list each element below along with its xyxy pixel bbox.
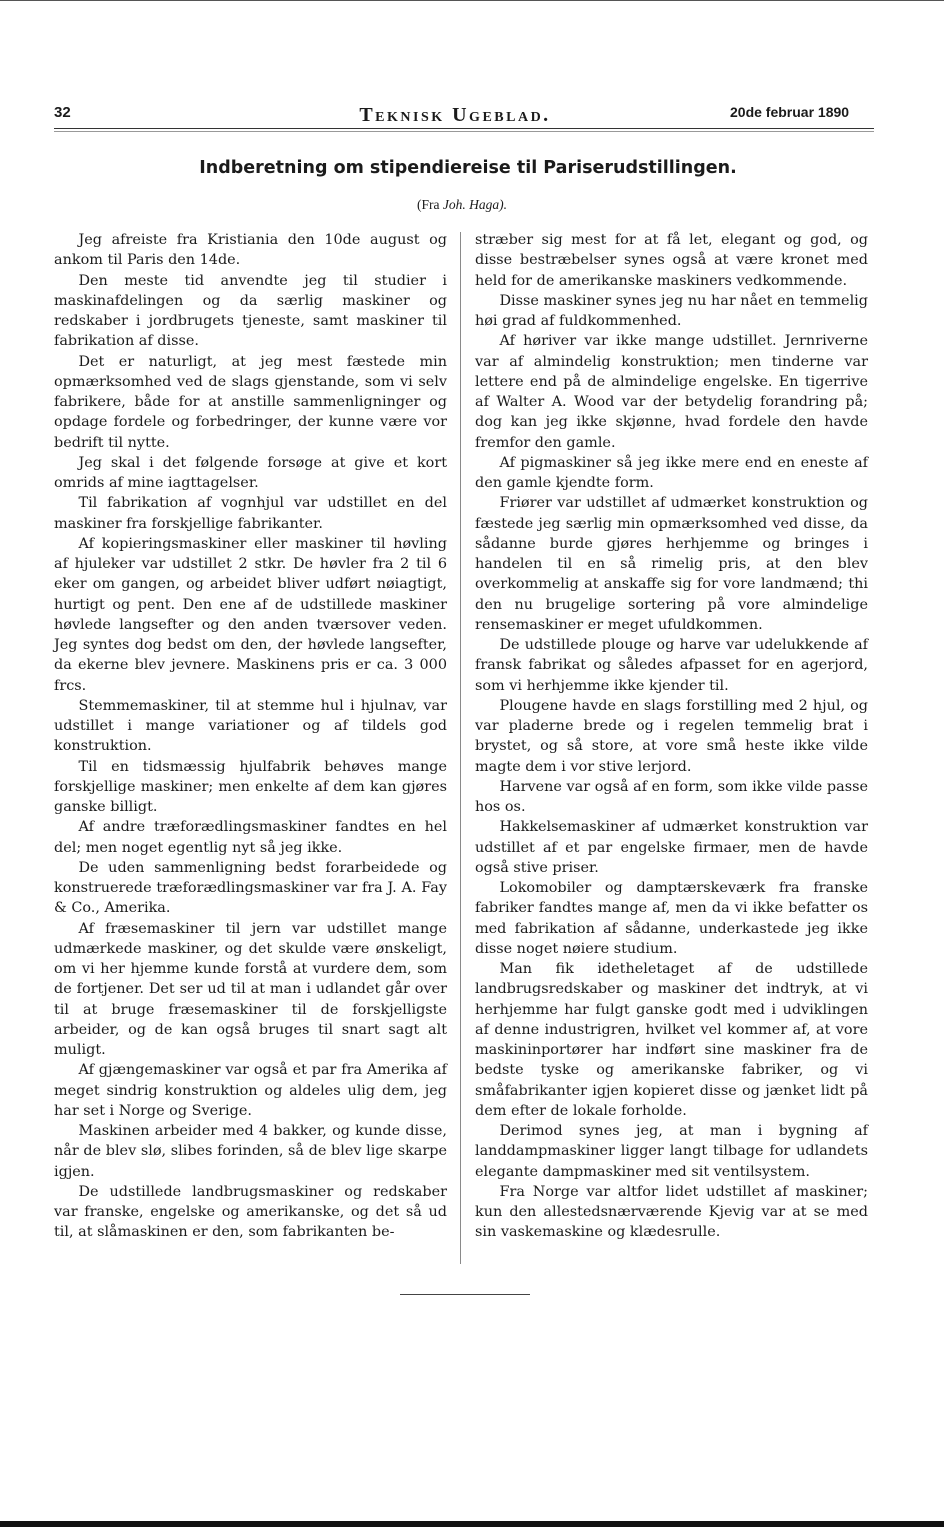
paragraph: Man fik idetheletaget af de udstillede landbrugsredskaber og maskiner det indtryk, at vi herhjemme har fulgt ganske godt med i udviklingen af denne industrigren, hvilket vel kommer af, at vore maskininportører har indført sine maskiner fra de bedste tyske og amerikanske fabriker, og vi småfabrikanter igjen kopieret disse og jænket lidt på dem efter de lokale forholde. [475, 961, 868, 1119]
paragraph: Plougene havde en slags forstilling med 2 hjul, og var pladerne brede og i regelen temmelig brat i brystet, og så store, at vore små heste ikke vilde magte dem i vor stive lerjord. [475, 697, 868, 775]
byline-prefix: (Fra [417, 197, 440, 212]
paragraph: Til en tidsmæssig hjulfabrik behøves mange forskjellige maskiner; men enkelte af dem kan gjøres ganske billigt. [54, 758, 447, 815]
paragraph: Af høriver var ikke mange udstillet. Jernriverne var af almindelig konstruktion; men tinderne var lettere end på de almindelige engelske. En tigerrive af Walter A. Wood var der betydelig forandring på; dog kan jeg ikke skjønne, hvad fordele den havde fremfor den gamle. [475, 333, 868, 451]
byline-author: Joh. Haga). [442, 197, 507, 212]
article-byline [330, 197, 594, 213]
paragraph: De uden sammenligning bedst forarbeidede og konstruerede træforædlingsmaskiner var fra J. A. Fay & Co., Amerika. [54, 859, 447, 917]
paragraph: Af andre træforædlingsmaskiner fandtes en hel del; men noget egentlig nyt så jeg ikke. [54, 819, 447, 856]
paragraph: Stemmemaskiner, til at stemme hul i hjulnav, var udstillet i mange variationer og af tildels god konstruktion. [54, 697, 447, 755]
paragraph: Jeg afreiste fra Kristiania den 10de august og ankom til Paris den 14de. [54, 232, 447, 269]
paragraph: Harvene var også af en form, som ikke vilde passe hos os. [475, 778, 868, 815]
paragraph: Af pigmaskiner så jeg ikke mere end en eneste af den gamle kjendte form. [475, 454, 868, 491]
paragraph: Maskinen arbeider med 4 bakker, og kunde disse, når de blev slø, slibes forinden, så de blev lige skarpe igjen. [54, 1123, 447, 1180]
paragraph: stræber sig mest for at få let, elegant og god, og disse bestræbelser synes også at være kronet med held for de amerikanske maskiners vedkommende. [475, 232, 868, 289]
page-number: 32 [54, 104, 71, 121]
paragraph: Friører var udstillet af udmærket konstruktion og fæstede jeg særlig min opmærksomhed ved disse, da sådanne burde gjøres herhjemme og bringes i handelen til en så rimelig pris, at den blev overkommelig at anskaffe sig for vore landmænd; thi den nu brugelige sortering på vore almindelige rensemaskiner er meget ufuldkommen. [475, 495, 868, 633]
journal-title: Teknisk Ugeblad. [359, 104, 551, 126]
paragraph: Derimod synes jeg, at man i bygning af landdampmaskiner ligger langt tilbage for udlandets elegante dampmaskiner med sit ventilsystem. [475, 1123, 868, 1180]
scan-bottom-edge [0, 1521, 944, 1527]
left-column [54, 230, 447, 1243]
paragraph: Fra Norge var altfor lidet udstillet af maskiner; kun den allestedsnærværende Kjevig var at se med sin vaskemaskine og klædesrulle. [475, 1183, 868, 1241]
paragraph: Til fabrikation af vognhjul var udstillet en del maskiner fra forskjellige fabrikanter. [54, 495, 447, 532]
paragraph: De udstillede landbrugsmaskiner og redskaber var franske, engelske og amerikanske, og det så ud til, at slåmaskinen er den, som fabrikanten be- [54, 1183, 447, 1241]
right-column [475, 230, 868, 1243]
issue-date: 20de februar 1890 [730, 104, 850, 120]
paragraph: Af kopieringsmaskiner eller maskiner til høvling af hjuleker var udstillet 2 stkr. De høvler fra 2 til 6 eker om gangen, og arbeidet bliver udført nøiagtigt, hurtigt og pent. Den ene af de udstillede maskiner høvlede langsefter og den anden tværsover veden. Jeg syntes dog bedst om den, der høvlede langsefter, da ekerne blev jevnere. Maskinens pris er ca. 3 000 frcs. [54, 535, 447, 694]
paragraph: Disse maskiner synes jeg nu har nået en temmelig høi grad af fuldkommenhed. [475, 292, 868, 329]
article-title: Indberetning om stipendiereise til Pariserudstillingen. [199, 158, 737, 178]
paragraph: Lokomobiler og damptærskeværk fra franske fabriker fandtes mange af, men da vi ikke befatter os med fabrikation af sådanne, underkastede jeg ikke disse noget nøiere studium. [475, 880, 868, 957]
paragraph: Det er naturligt, at jeg mest fæstede min opmærksomhed ved de slags gjenstande, som vi selv fabrikere, både for at anstille sammenligninger og opdage fordele og forbedringer, der kunne være vor bedrift til nytte. [54, 353, 447, 451]
paragraph: De udstillede plouge og harve var udelukkende af fransk fabrikat og således afpasset for en agerjord, som vi herhjemme ikke kjender til. [475, 637, 868, 694]
paragraph: Af fræsemaskiner til jern var udstillet mange udmærkede maskiner, og det skulde være ønskeligt, om vi her hjemme kunde forstå at vurdere dem, som de fortjener. Det ser ud til at man i udlandet går over til at bruge fræsemaskiner til de forskjelligste arbeider, og de kan også bruges til snart sagt alt muligt. [54, 920, 447, 1058]
paragraph: Hakkelsemaskiner af udmærket konstruktion var udstillet af et par engelske firmaer, men de havde også stive priser. [475, 819, 868, 876]
paragraph: Af gjængemaskiner var også et par fra Amerika af meget sindrig konstruktion og aldeles ulig dem, jeg har set i Norge og Sverige. [54, 1062, 447, 1119]
paragraph: Den meste tid anvendte jeg til studier i maskinafdelingen og da særlig maskiner og redskaber i jordbrugets tjeneste, samt maskiner til fabrikation af disse. [54, 272, 447, 350]
scan-top-edge [0, 0, 944, 1]
header-rule [54, 128, 874, 129]
paragraph: Jeg skal i det følgende forsøge at give et kort omrids af mine iagttagelser. [54, 454, 447, 491]
article-end-rule [400, 1294, 530, 1295]
header-rule-secondary [54, 131, 874, 132]
column-divider [460, 232, 461, 1264]
